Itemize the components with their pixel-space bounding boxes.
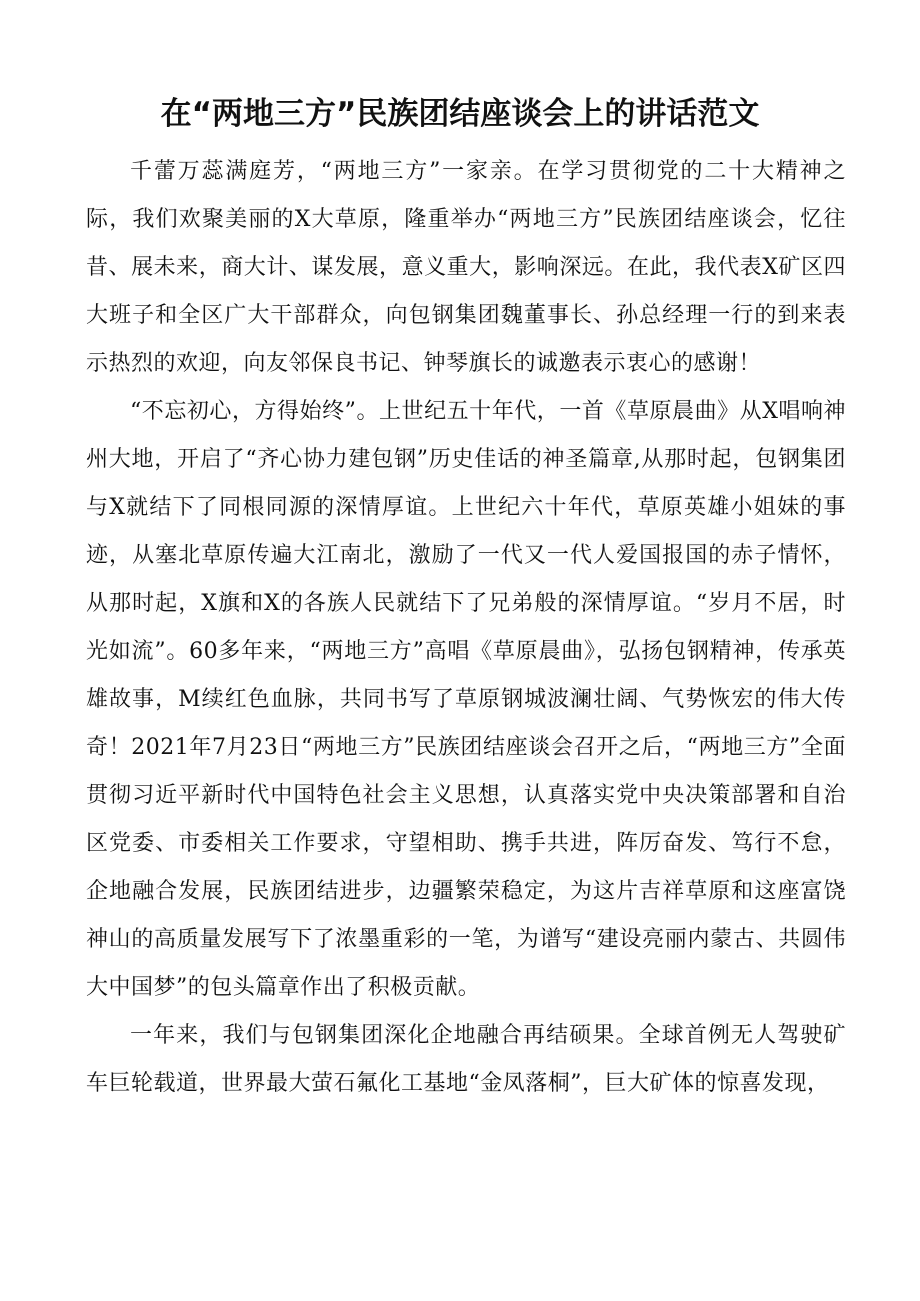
page-title: 在“两地三方”民族团结座谈会上的讲话范文 (160, 96, 760, 132)
document-body (86, 148, 846, 1108)
paragraph-history: “不忘初心，方得始终”。上世纪五十年代，一首《草原晨曲》从X唱响神州大地，开启了“齐心协力建包钢”历史佳话的神圣篇章,从那时起，包钢集团与X就结下了同根同源的深情厚谊。上世纪六十年代，草原英雄小姐妹的事迹，从塞北草原传遍大江南北，激励了一代又一代人爱国报国的赤子情怀，从那时起，X旗和X的各族人民就结下了兄弟般的深情厚谊。“岁月不居，时光如流”。60多年来，“两地三方”高唱《草原晨曲》，弘扬包钢精神，传承英雄故事，M续红色血脉，共同书写了草原钢城波澜壮阔、气势恢宏的伟大传奇！2021年7月23日“两地三方”民族团结座谈会召开之后，“两地三方”全面贯彻习近平新时代中国特色社会主义思想，认真落实党中央决策部署和自治区党委、市委相关工作要求，守望相助、携手共进，阵厉奋发、笃行不怠，企地融合发展，民族团结进步，边疆繁荣稳定，为这片吉祥草原和这座富饶神山的高质量发展写下了浓墨重彩的一笔，为谱写“建设亮丽内蒙古、共圆伟大中国梦”的包头篇章作出了积极贡献。 (86, 399, 846, 1000)
paragraph-achievements: 一年来，我们与包钢集团深化企地融合再结硕果。全球首例无人驾驶矿车巨轮载道，世界最大萤石氟化工基地“金凤落桐”，巨大矿体的惊喜发现， (86, 1023, 846, 1096)
paragraph-welcome: 千蕾万蕊满庭芳，“两地三方”一家亲。在学习贯彻党的二十大精神之际，我们欢聚美丽的X大草原，隆重举办“两地三方”民族团结座谈会，忆往昔、展未来，商大计、谋发展，意义重大，影响深远。在此，我代表X矿区四大班子和全区广大干部群众，向包钢集团魏董事长、孙总经理一行的到来表示热烈的欢迎，向友邻保良书记、钟琴旗长的诚邀表示衷心的感谢！ (86, 159, 846, 376)
